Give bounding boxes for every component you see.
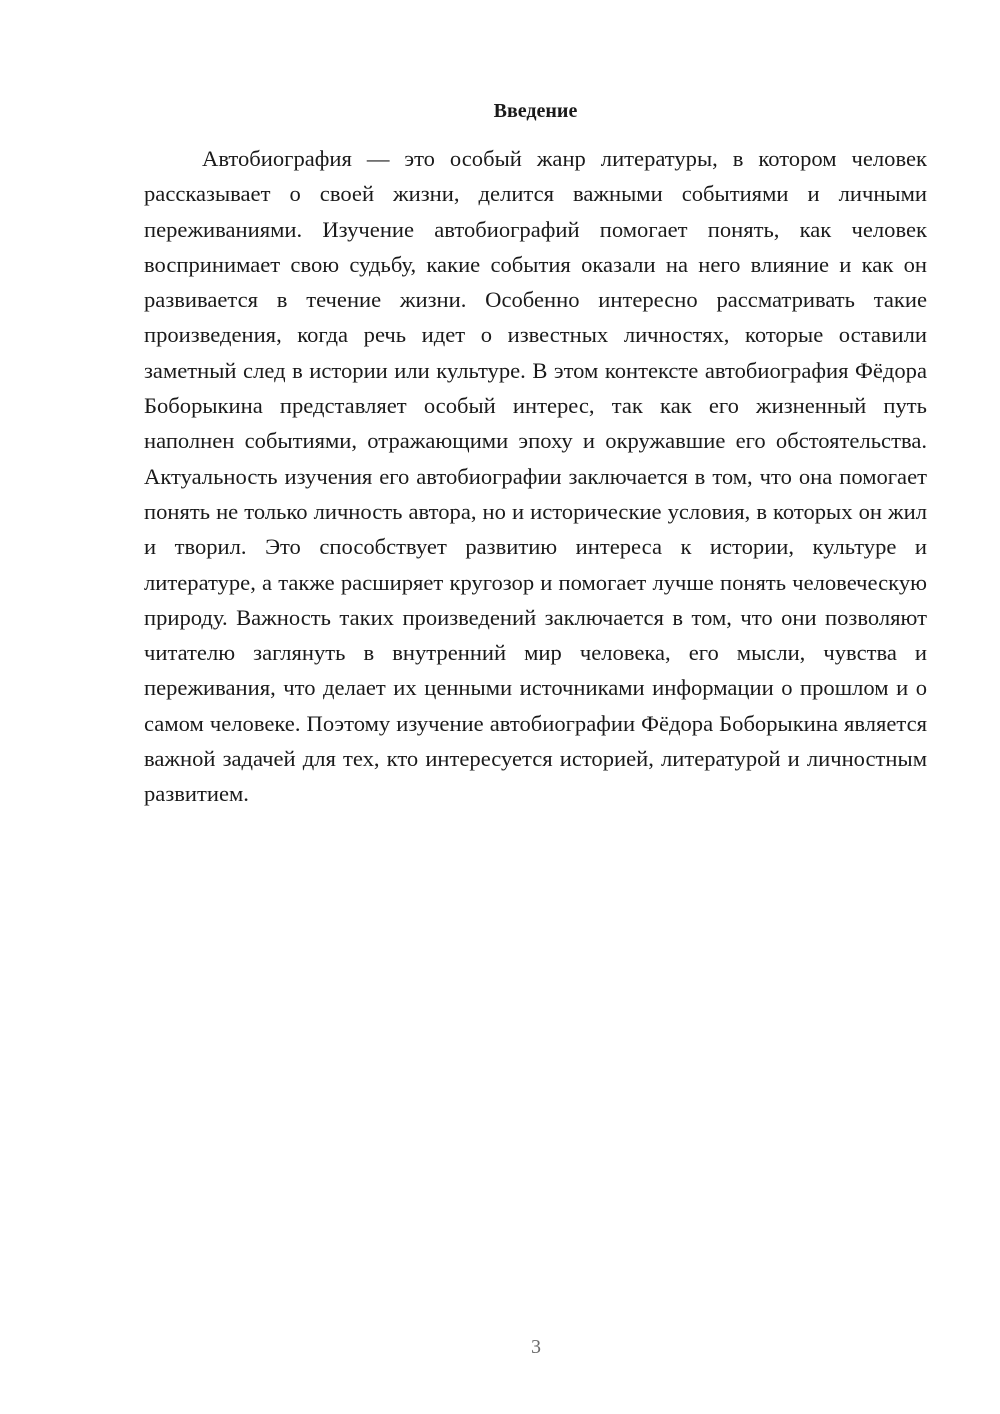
body-paragraph: Автобиография — это особый жанр литературы, в котором человек рассказывает о своей жизни, делится важными событиями и личными переживаниями. Изучение автобиографий помогает понять, как человек воспринимает свою судьбу, какие события оказали на него влияние и как он развивается в течение жизни. Особенно интересно рассматривать такие произведения, когда речь идет о известных личностях, которые оставили заметный след в истории или культуре. В этом контексте автобиография Фёдора Боборыкина представляет особый интерес, так как его жизненный путь наполнен событиями, отражающими эпоху и окружавшие его обстоятельства. Актуальность изучения его автобиографии заключается в том, что она помогает понять не только личность автора, но и исторические условия, в которых он жил и творил. Это способствует развитию интереса к истории, культуре и литературе, а также расширяет кругозор и помогает лучше понять человеческую природу. Важность таких произведений заключается в том, что они позволяют читателю заглянуть в внутренний мир человека, его мысли, чувства и переживания, что делает их ценными источниками информации о прошлом и о самом человеке. Поэтому изучение автобиографии Фёдора Боборыкина является важной задачей для тех, кто интересуется историей, литературой и личностным развитием. <box>144 146 927 807</box>
page-number: 3 <box>531 1336 541 1358</box>
section-heading: Введение <box>493 100 578 122</box>
